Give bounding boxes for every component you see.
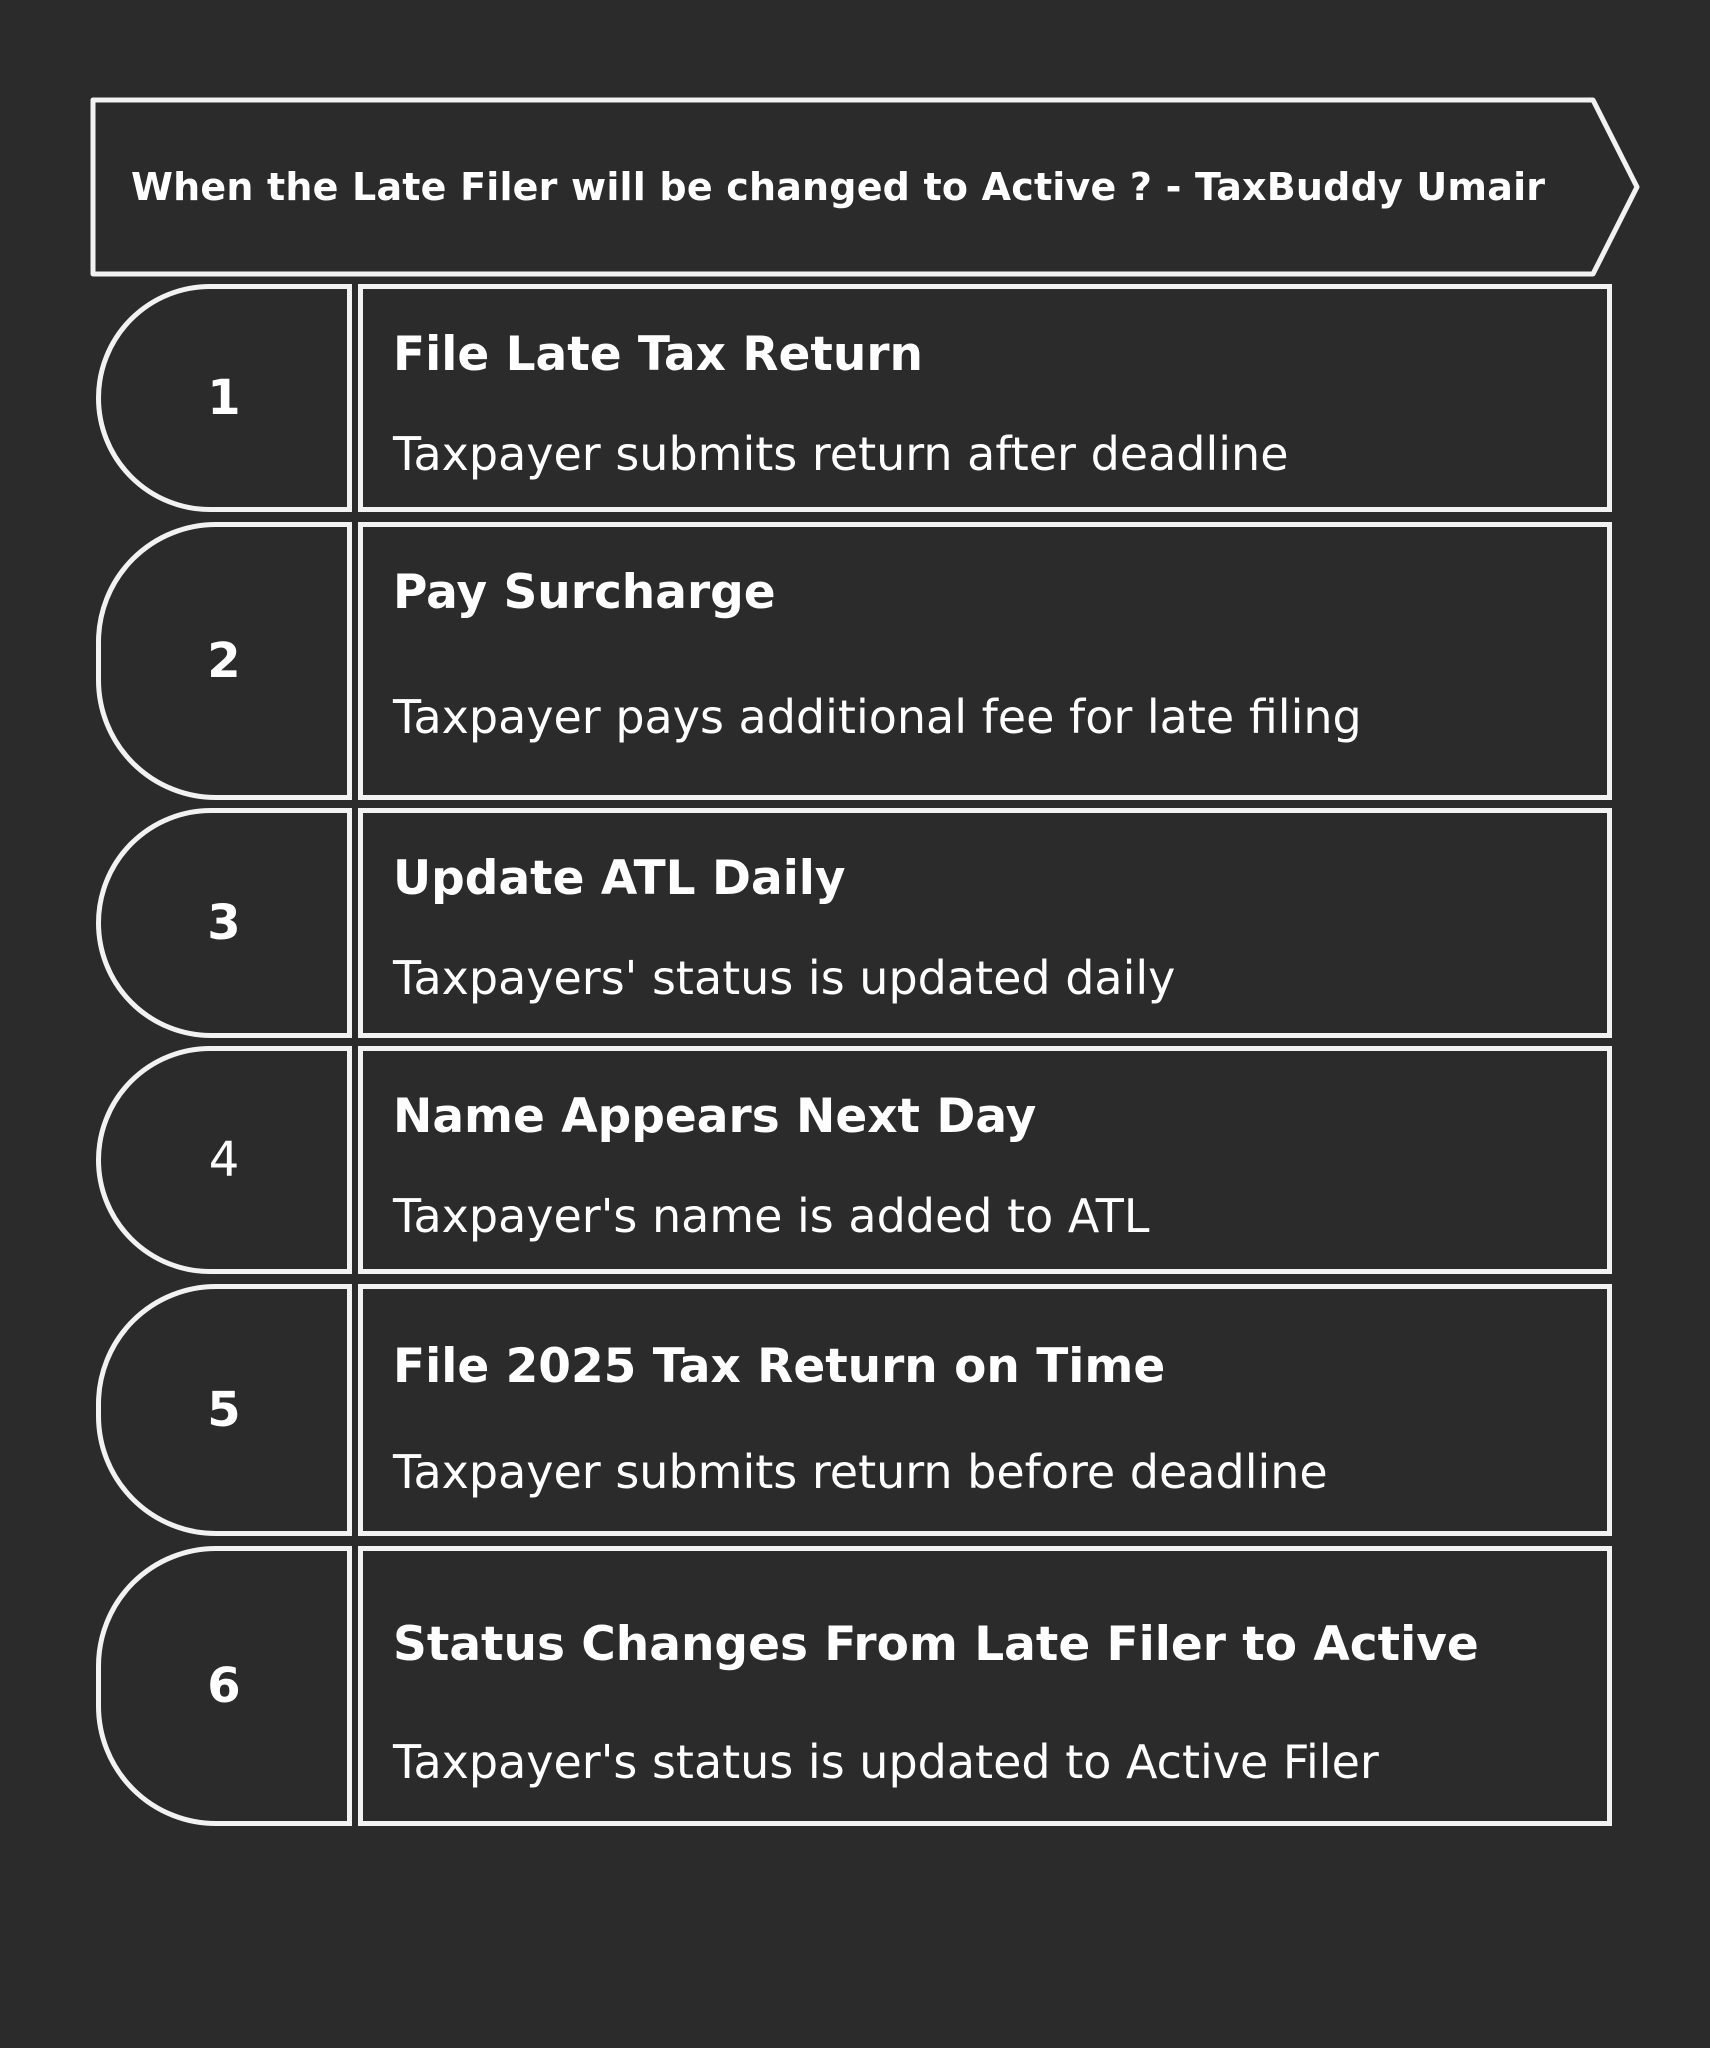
step-title: Update ATL Daily — [393, 851, 846, 906]
step-6 — [96, 1546, 1616, 1826]
step-5 — [96, 1284, 1616, 1536]
diagram-title: When the Late Filer will be changed to Active ? - TaxBuddy Umair — [131, 165, 1546, 209]
step-card — [358, 808, 1612, 1038]
step-2 — [96, 522, 1616, 800]
step-number-badge: 2 — [96, 522, 352, 800]
step-title: File 2025 Tax Return on Time — [393, 1339, 1166, 1394]
step-4 — [96, 1046, 1616, 1274]
step-title: Pay Surcharge — [393, 565, 776, 620]
step-number-badge: 1 — [96, 284, 352, 512]
step-card — [358, 1546, 1612, 1826]
step-description: Taxpayer's name is added to ATL — [393, 1189, 1150, 1243]
step-card — [358, 284, 1612, 512]
step-description: Taxpayers' status is updated daily — [393, 951, 1176, 1005]
step-number-badge: 4 — [96, 1046, 352, 1274]
step-title: File Late Tax Return — [393, 327, 923, 382]
title-banner — [91, 98, 1639, 276]
step-description: Taxpayer submits return after deadline — [393, 427, 1289, 481]
step-number-badge: 6 — [96, 1546, 352, 1826]
step-1 — [96, 284, 1616, 512]
step-card — [358, 522, 1612, 800]
step-description: Taxpayer's status is updated to Active Filer — [393, 1735, 1379, 1789]
step-number-badge: 5 — [96, 1284, 352, 1536]
step-title: Status Changes From Late Filer to Active — [393, 1617, 1479, 1672]
step-title: Name Appears Next Day — [393, 1089, 1037, 1144]
step-3 — [96, 808, 1616, 1038]
step-number-badge: 3 — [96, 808, 352, 1038]
step-description: Taxpayer pays additional fee for late filing — [393, 690, 1362, 744]
step-card — [358, 1284, 1612, 1536]
step-card — [358, 1046, 1612, 1274]
step-description: Taxpayer submits return before deadline — [393, 1445, 1328, 1499]
